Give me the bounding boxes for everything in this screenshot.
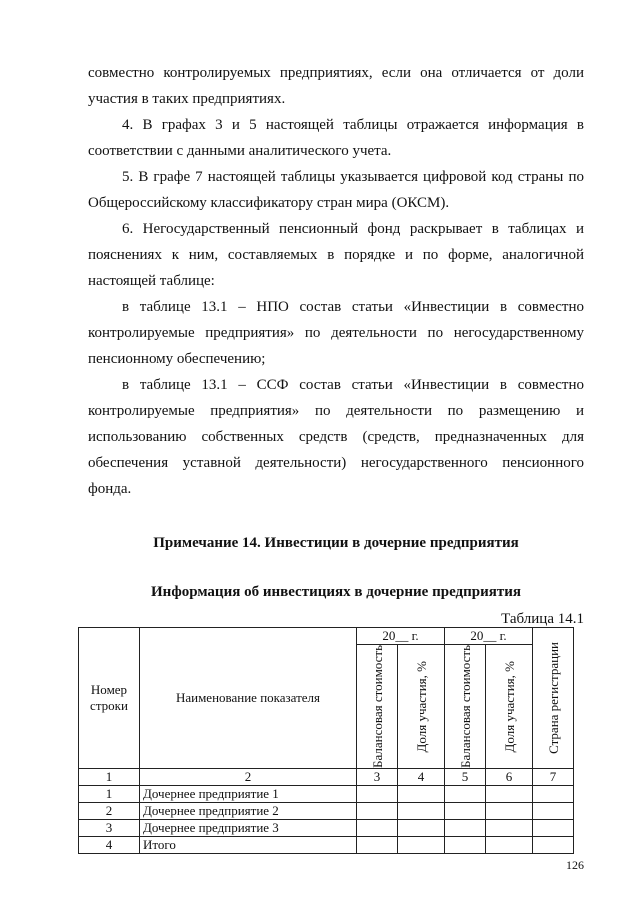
table-row bbox=[79, 785, 574, 802]
empty-cell bbox=[398, 836, 445, 853]
row-name: Дочернее предприятие 3 bbox=[140, 819, 357, 836]
empty-cell bbox=[486, 785, 533, 802]
empty-cell bbox=[357, 836, 398, 853]
empty-cell bbox=[533, 802, 574, 819]
empty-cell bbox=[445, 802, 486, 819]
empty-cell bbox=[445, 819, 486, 836]
column-number: 4 bbox=[398, 768, 445, 785]
column-number: 7 bbox=[533, 768, 574, 785]
column-number: 1 bbox=[79, 768, 140, 785]
header-row-number-text: Номер строки bbox=[90, 681, 128, 713]
empty-cell bbox=[445, 836, 486, 853]
row-number: 4 bbox=[79, 836, 140, 853]
header-country-text: Страна регистрации bbox=[545, 642, 561, 754]
column-number: 5 bbox=[445, 768, 486, 785]
header-share-2 bbox=[486, 645, 533, 769]
empty-cell bbox=[533, 836, 574, 853]
header-book-value-1-text: Балансовая стоимость bbox=[369, 645, 385, 768]
empty-cell bbox=[445, 785, 486, 802]
note-heading: Примечание 14. Инвестиции в дочерние предприятия bbox=[153, 535, 519, 551]
empty-cell bbox=[357, 819, 398, 836]
column-number: 3 bbox=[357, 768, 398, 785]
investments-table bbox=[78, 627, 574, 854]
paragraph-5: 5. В графе 7 настоящей таблицы указывается цифровой код страны по Общероссийскому классификатору стран мира (ОКСМ). bbox=[88, 169, 584, 211]
header-year-2: 20__ г. bbox=[445, 628, 533, 645]
table-label: Таблица 14.1 bbox=[501, 611, 584, 627]
paragraph-continuation: совместно контролируемых предприятиях, если она отличается от доли участия в таких предприятиях. bbox=[88, 65, 584, 107]
empty-cell bbox=[533, 785, 574, 802]
row-name: Дочернее предприятие 2 bbox=[140, 802, 357, 819]
empty-cell bbox=[398, 819, 445, 836]
empty-cell bbox=[398, 785, 445, 802]
column-number: 2 bbox=[140, 768, 357, 785]
row-number: 2 bbox=[79, 802, 140, 819]
header-share-2-text: Доля участия, % bbox=[501, 660, 517, 753]
row-number: 3 bbox=[79, 819, 140, 836]
header-row-number bbox=[79, 628, 140, 769]
row-name: Дочернее предприятие 1 bbox=[140, 785, 357, 802]
table-row-total bbox=[79, 836, 574, 853]
header-row-years bbox=[79, 628, 574, 645]
header-book-value-1 bbox=[357, 645, 398, 769]
paragraph-npo: в таблице 13.1 – НПО состав статьи «Инвестиции в совместно контролируемые предприятия» по деятельности по негосударственному пенсионному обеспечению; bbox=[88, 299, 584, 367]
empty-cell bbox=[357, 802, 398, 819]
page-number: 126 bbox=[566, 858, 584, 872]
header-book-value-2 bbox=[445, 645, 486, 769]
header-book-value-2-text: Балансовая стоимость bbox=[457, 645, 473, 768]
empty-cell bbox=[357, 785, 398, 802]
header-share-1-text: Доля участия, % bbox=[413, 660, 429, 753]
table-heading: Информация об инвестициях в дочерние предприятия bbox=[151, 584, 521, 600]
empty-cell bbox=[398, 802, 445, 819]
column-number-row bbox=[79, 768, 574, 785]
empty-cell bbox=[486, 836, 533, 853]
empty-cell bbox=[533, 819, 574, 836]
paragraph-ssf: в таблице 13.1 – ССФ состав статьи «Инвестиции в совместно контролируемые предприятия» по деятельности по размещению и использованию собственных средств (средств, предназначенных для обеспечения уставной деятельности) негосударственного пенсионного фонда. bbox=[88, 377, 584, 497]
header-indicator-name: Наименование показателя bbox=[140, 628, 357, 769]
header-country bbox=[533, 628, 574, 769]
column-number: 6 bbox=[486, 768, 533, 785]
paragraph-4: 4. В графах 3 и 5 настоящей таблицы отражается информация в соответствии с данными аналитического учета. bbox=[88, 117, 584, 159]
empty-cell bbox=[486, 802, 533, 819]
table-row bbox=[79, 819, 574, 836]
table-row bbox=[79, 802, 574, 819]
paragraph-6: 6. Негосударственный пенсионный фонд раскрывает в таблицах и пояснениях к ним, составляемых в порядке и по форме, аналогичной настоящей таблице: bbox=[88, 221, 584, 289]
row-name: Итого bbox=[140, 836, 357, 853]
header-year-1: 20__ г. bbox=[357, 628, 445, 645]
header-share-1 bbox=[398, 645, 445, 769]
empty-cell bbox=[486, 819, 533, 836]
row-number: 1 bbox=[79, 785, 140, 802]
